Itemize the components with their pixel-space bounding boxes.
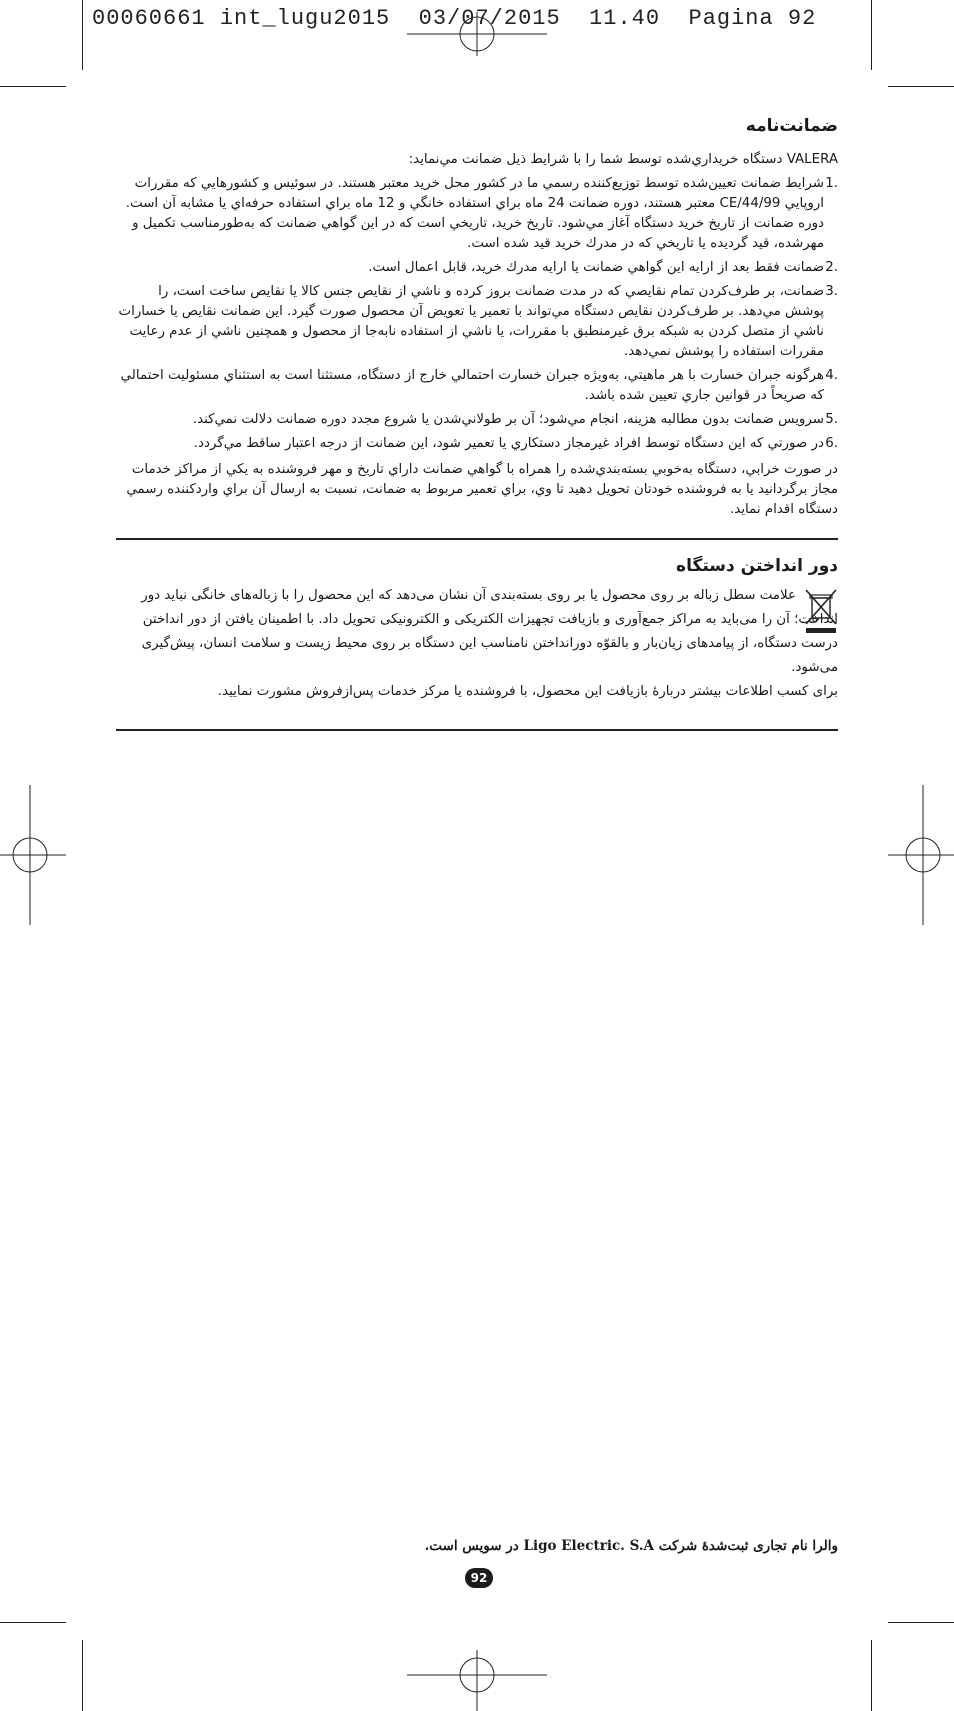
item-number: 3. — [825, 284, 838, 299]
disposal-paragraph: علامت سطل زباله بر روی محصول یا بر روی بسته‌بندی آن نشان می‌دهد که این محصول را با زباله‌های خانگی نباید دور انداخت؛ آن را می‌باید به مراکز جمع‌آوری و بازیافت تجهیزات الکتریکی و الکترونیکی تحویل داد. با اطمینان یافتن از دور انداختن درست دستگاه، از پیامدهای زیان‌بار و بالقوّه دورانداختن نامناسب این دستگاه بر روی محیط زیست و سلامت انسان، پیش‌گیری می‌شود. — [141, 588, 838, 675]
item-text: شرايط ضمانت تعيين‌شده توسط توزيع‌كننده رسمي ما در كشور محل خريد معتبر هستند. در سوئيس و كشورهايي كه مقررات اروپايي 44/99/CE معتبر هستند، دوره ضمانت 24 ماه براي استفاده خانگي و 12 ماه براي استفاده حرفه‌اي يا مشابه آن است. دوره ضمانت از تاريخ خريد دستگاه آغاز مي‌شود. تاريخ خريد، تاريخي است كه در اين گواهي ضمانت كه به‌طورمناسب تكميل و مهرشده، قيد گرديده يا تاريخي كه در مدرك خريد قيد شده است. — [125, 176, 824, 251]
item-text: ضمانت فقط بعد از ارايه اين گواهي ضمانت يا ارايه مدرك خريد، قابل اعمال است. — [368, 260, 824, 275]
registration-mark-bottom — [407, 1650, 547, 1711]
crop-mark — [0, 1622, 66, 1623]
disposal-more-info: برای کسب اطلاعات بیشتر دربارهٔ بازیافت این محصول، با فروشنده یا مرکز خدمات پس‌ازفروش مشورت نمایید. — [217, 684, 838, 699]
crop-mark — [871, 1640, 872, 1711]
item-text: ضمانت، بر طرف‌كردن تمام نقايصي كه در مدت ضمانت بروز كرده و ناشي از نقايص جنس كالا يا نقايص ساخت است، را پوشش مي‌دهد. بر طرف‌كردن نقايص دستگاه مي‌تواند با تعمير يا تعويض آن محصول صورت گيرد. اين ضمانت نقايص يا خسارات ناشي از متصل كردن به شبكه برق غيرمنطبق با مقررات، يا ناشي از استفاده نابه‌جا از محصول و همچنين ناشي از عدم رعايت مقررات استفاده را پوشش نمي‌دهد. — [118, 284, 824, 359]
item-number: 5. — [825, 412, 838, 427]
list-item — [116, 434, 838, 454]
page-number-badge: 92 — [465, 1568, 493, 1588]
list-item — [116, 174, 838, 254]
registration-mark-top — [407, 12, 547, 56]
warranty-title: ضمانت‌نامه — [745, 116, 838, 136]
list-item — [116, 258, 838, 278]
list-item — [116, 366, 838, 406]
item-text: سرويس ضمانت بدون مطالبه هزينه، انجام مي‌شود؛ آن بر طولاني‌شدن يا شروع مجدد دوره ضمانت دلالت نمي‌كند. — [192, 412, 824, 427]
print-slug-line: 00060661 int_lugu2015 03/07/2015 11.40 Pagina 92 — [92, 6, 817, 31]
item-number: 2. — [825, 260, 838, 275]
item-number: 1. — [825, 176, 838, 191]
item-text: هرگونه جبران خسارت با هر ماهيتي، به‌ويژه جبران خسارت احتمالي خارج از دستگاه، مستثنا است به استثناي مسئوليت احتمالي كه صريحاً در قوانين جاري تعيين شده باشد. — [120, 368, 824, 403]
crop-mark — [82, 1640, 83, 1711]
registration-mark-right — [888, 785, 954, 925]
list-item — [116, 282, 838, 362]
crop-mark — [82, 0, 83, 70]
list-item — [116, 410, 838, 430]
warranty-intro: VALERA دستگاه خريداري‌شده توسط شما را با شرايط ذيل ضمانت مي‌نمايد: — [408, 152, 838, 167]
crop-mark — [888, 1622, 954, 1623]
crop-mark — [0, 86, 66, 87]
item-text: در صورتي كه اين دستگاه توسط افراد غيرمجاز دستكاري يا تعمير شود، اين ضمانت از درجه اعتبار ساقط مي‌گردد. — [193, 436, 824, 451]
disposal-title: دور انداختن دستگاه — [676, 556, 838, 576]
disposal-section — [116, 556, 838, 704]
section-divider — [116, 729, 838, 731]
section-divider — [116, 538, 838, 540]
warranty-outro: در صورت خرابي، دستگاه به‌خوبي بسته‌بندي‌شده را همراه با گواهي ضمانت داراي تاريخ و مهر فروشنده به يكي از مراكز خدمات مجاز برگردانيد يا به فروشنده خودتان تحويل دهيد تا وي، براي تعمير مربوط به ضمانت، نسبت به ارسال آن براي واردكننده رسمي دستگاه اقدام نمايد. — [126, 462, 838, 517]
trademark-note: والرا نام تجاری ثبت‌شدهٔ شرکت Ligo Electric. S.A در سویس است. — [424, 1538, 838, 1554]
crop-mark — [871, 0, 872, 70]
warranty-section — [116, 116, 838, 520]
registration-mark-left — [0, 785, 66, 925]
warranty-conditions-list — [116, 174, 838, 454]
item-number: 6. — [825, 436, 838, 451]
item-number: 4. — [825, 368, 838, 383]
crossed-out-wheelie-bin-icon — [804, 588, 838, 634]
crop-mark — [888, 86, 954, 87]
